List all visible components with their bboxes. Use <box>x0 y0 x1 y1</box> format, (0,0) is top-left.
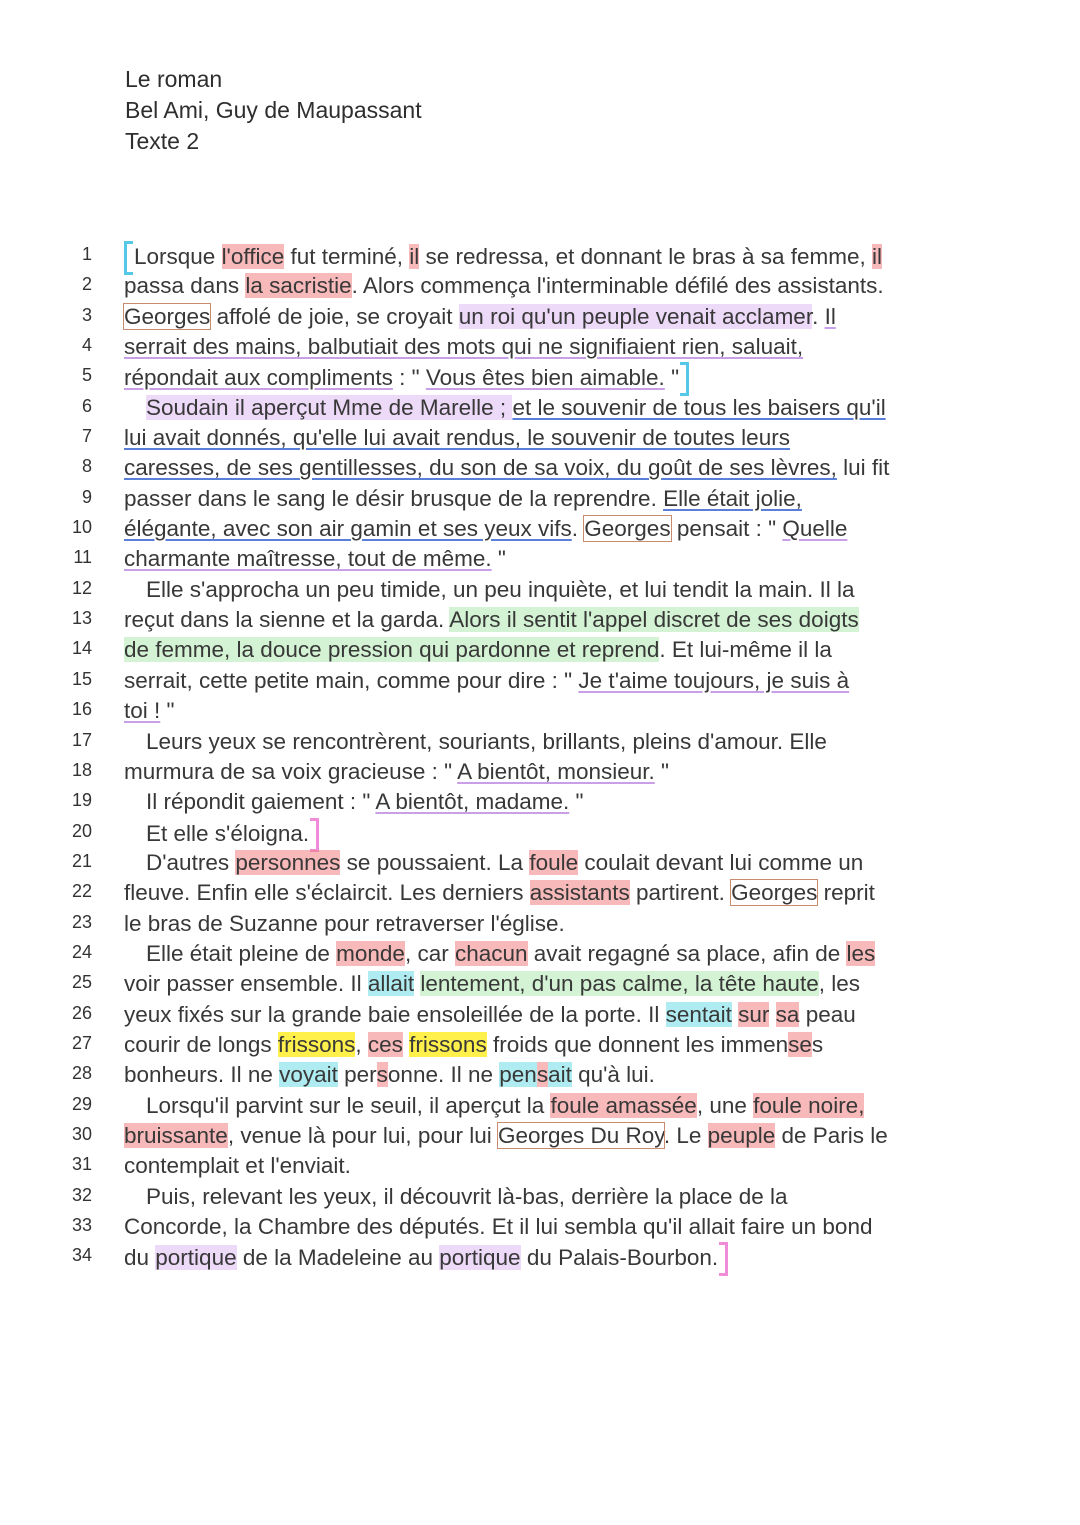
line-text <box>124 271 884 301</box>
text-segment: Lorsque <box>134 243 222 269</box>
boxed-name: Georges <box>584 516 671 542</box>
highlight-red: peuple <box>707 1122 776 1148</box>
line-text <box>124 1060 655 1090</box>
text-segment: yeux fixés sur la grande baie ensoleillée de la porte. Il <box>124 1001 666 1027</box>
line-text <box>124 1121 888 1151</box>
text-segment: Et elle s'éloigna. <box>146 820 310 846</box>
line-number: 3 <box>81 304 92 325</box>
highlight-purple: portique <box>439 1245 521 1271</box>
text-segment: avait regagné sa place, afin de <box>527 940 847 966</box>
text-line <box>0 393 1080 423</box>
text-segment: se redressa, et donnant le bras à sa femme, <box>419 243 873 269</box>
line-text <box>124 1030 823 1060</box>
line-text <box>124 909 565 939</box>
line-number: 19 <box>71 790 92 811</box>
highlight-red: bruissante <box>124 1122 228 1148</box>
text-segment: " <box>491 546 506 572</box>
text-segment: , une <box>696 1092 754 1118</box>
underlined-text: élégante, avec son air gamin et ses yeux vifs <box>124 516 572 542</box>
underlined-text: A bientôt, madame. <box>375 789 570 815</box>
highlight-purple: Soudain il aperçut Mme de Marelle ; <box>146 394 513 420</box>
boxed-name: Georges Du Roy <box>497 1122 664 1148</box>
highlight-purple: portique <box>155 1245 237 1271</box>
underlined-text: Elle était jolie, <box>663 485 802 511</box>
text-segment: , car <box>404 940 455 966</box>
underlined-text: et le souvenir de tous les baisers qu'il <box>512 394 886 420</box>
line-number: 4 <box>81 335 92 356</box>
highlight-red: chacun <box>454 940 528 966</box>
line-text <box>124 818 319 852</box>
underlined-text: serrait des mains, balbutiait des mots qui ne signifiaient rien, saluait, <box>124 334 804 360</box>
line-number: 33 <box>71 1215 92 1235</box>
text-line <box>0 1242 1080 1272</box>
boxed-name: Georges <box>731 880 818 906</box>
underlined-text: Quelle <box>782 516 848 542</box>
highlight-cyan: sentait <box>665 1001 732 1027</box>
text-line <box>0 1121 1080 1151</box>
text-line <box>0 575 1080 605</box>
line-text <box>124 423 790 453</box>
text-segment: per <box>337 1062 377 1088</box>
line-text <box>124 1182 788 1212</box>
text-segment: partirent. <box>629 880 732 906</box>
highlight-red: foule amassée <box>550 1092 697 1118</box>
text-segment: " <box>654 758 670 784</box>
text-segment: du Palais-Bourbon. <box>520 1245 719 1271</box>
highlight-red: ces <box>367 1031 403 1057</box>
highlight-red: il <box>872 243 883 269</box>
line-text <box>124 544 506 574</box>
text-segment: pensait : " <box>670 516 783 542</box>
text-segment: Leurs yeux se rencontrèrent, souriants, brillants, pleins d'amour. Elle <box>146 728 827 754</box>
text-line <box>0 1091 1080 1121</box>
line-number: 29 <box>71 1093 92 1114</box>
highlight-green: de femme, la douce pression qui pardonne et reprend <box>124 637 660 663</box>
line-text <box>124 635 832 665</box>
line-number: 10 <box>71 517 92 538</box>
text-line <box>0 453 1080 483</box>
text-line <box>0 302 1080 332</box>
highlight-red: sa <box>775 1001 800 1027</box>
text-line <box>0 1182 1080 1212</box>
line-text <box>124 878 875 908</box>
text-segment: murmura de sa voix gracieuse : " <box>124 758 458 784</box>
text-segment: Puis, relevant les yeux, il découvrit là-bas, derrière la place de la <box>146 1183 788 1209</box>
text-segment: de Paris le <box>775 1122 888 1148</box>
numbered-text <box>0 241 1080 1273</box>
line-text <box>124 666 849 696</box>
text-line <box>0 362 1080 392</box>
text-segment: qu'à lui. <box>571 1062 655 1088</box>
line-text <box>124 302 836 332</box>
text-segment: le bras de Suzanne pour retraverser l'église. <box>124 910 565 936</box>
line-number: 8 <box>81 456 92 477</box>
line-number: 25 <box>71 972 92 993</box>
highlight-red: l'office <box>221 243 285 269</box>
text-segment: reçut dans la sienne et la garda. <box>124 607 450 633</box>
line-number: 24 <box>71 941 92 962</box>
line-text <box>124 727 827 757</box>
highlight-red: se <box>788 1031 812 1057</box>
highlight-yellow: frissons <box>277 1031 356 1057</box>
line-text <box>124 453 889 483</box>
text-segment: du <box>124 1245 156 1271</box>
line-text <box>124 1242 728 1276</box>
text-line <box>0 635 1080 665</box>
line-number: 13 <box>71 608 92 629</box>
text-segment: " <box>160 698 175 724</box>
highlight-cyan: pen <box>499 1062 537 1088</box>
text-line <box>0 818 1080 848</box>
text-line <box>0 878 1080 908</box>
highlight-yellow: frissons <box>409 1031 487 1057</box>
highlight-red: les <box>846 940 876 966</box>
bracket-close-mark <box>680 362 689 396</box>
highlight-red: monde <box>336 940 405 966</box>
text-line <box>0 848 1080 878</box>
bracket-open-mark <box>124 241 133 275</box>
text-line <box>0 1151 1080 1181</box>
line-text <box>124 1091 864 1121</box>
highlight-red: s <box>536 1062 549 1088</box>
line-number: 16 <box>71 699 92 720</box>
text-segment: reprit <box>817 880 875 906</box>
line-number: 17 <box>71 729 92 750</box>
line-number: 31 <box>71 1154 92 1175</box>
text-segment: fut terminé, <box>284 243 410 269</box>
line-text <box>124 1212 872 1242</box>
bracket-close-mark <box>719 1242 728 1276</box>
text-line <box>0 605 1080 635</box>
text-segment: . <box>812 303 825 329</box>
text-segment: . Alors commença l'interminable défilé des assistants. <box>351 273 884 299</box>
underlined-text: Il <box>824 303 836 329</box>
text-line <box>0 423 1080 453</box>
line-text <box>124 575 855 605</box>
text-line <box>0 1030 1080 1060</box>
header-genre: Le roman <box>125 66 223 92</box>
highlight-green: Alors il sentit l'appel discret de ses doigts <box>449 607 859 633</box>
highlight-cyan: voyait <box>279 1062 338 1088</box>
text-segment: contemplait et l'enviait. <box>124 1153 351 1179</box>
header-text-number: Texte 2 <box>125 128 200 154</box>
text-line <box>0 939 1080 969</box>
text-line <box>0 969 1080 999</box>
line-number: 6 <box>81 395 92 416</box>
text-line <box>0 514 1080 544</box>
text-segment: , <box>355 1031 368 1057</box>
text-line <box>0 696 1080 726</box>
line-number: 20 <box>71 820 92 841</box>
line-number: 22 <box>71 881 92 902</box>
line-number: 34 <box>71 1245 92 1266</box>
text-segment: passer dans le sang le désir brusque de la reprendre. <box>124 485 664 511</box>
text-line <box>0 1212 1080 1242</box>
text-segment: de la Madeleine au <box>236 1245 440 1271</box>
text-line <box>0 727 1080 757</box>
text-segment: D'autres <box>146 849 236 875</box>
text-segment: " <box>569 789 584 815</box>
bracket-close-mark <box>310 818 319 852</box>
header-title-author: Bel Ami, Guy de Maupassant <box>125 97 422 123</box>
line-text <box>124 605 859 635</box>
text-segment: . Le <box>663 1122 708 1148</box>
line-text <box>124 1151 351 1181</box>
text-line <box>0 241 1080 271</box>
line-number: 21 <box>71 850 92 871</box>
line-number: 1 <box>81 244 92 264</box>
highlight-cyan: allait <box>367 971 415 997</box>
text-segment: " <box>664 365 680 391</box>
text-segment: passa dans <box>124 273 246 299</box>
text-segment: courir de longs <box>124 1031 278 1057</box>
highlight-red: il <box>409 243 420 269</box>
text-segment: Lorsqu'il parvint sur le seuil, il aperçut la <box>146 1092 551 1118</box>
highlight-red: personnes <box>235 849 341 875</box>
underlined-text: A bientôt, monsieur. <box>457 758 655 784</box>
highlight-red: la sacristie <box>245 273 352 299</box>
text-segment: s <box>811 1031 824 1057</box>
line-text <box>124 939 875 969</box>
line-text <box>124 362 689 396</box>
text-line <box>0 1000 1080 1030</box>
text-segment: coulait devant lui comme un <box>578 849 864 875</box>
line-number: 32 <box>71 1184 92 1205</box>
line-number: 12 <box>71 577 92 598</box>
line-number: 15 <box>71 668 92 689</box>
highlight-red: sur <box>738 1001 770 1027</box>
underlined-text: Vous êtes bien aimable. <box>425 365 665 391</box>
text-segment <box>769 1002 775 1027</box>
text-segment: voir passer ensemble. Il <box>124 971 368 997</box>
text-segment: . <box>571 516 585 542</box>
text-segment: , les <box>818 971 860 997</box>
text-segment: Elle s'approcha un peu timide, un peu inquiète, et lui tendit la main. Il la <box>146 576 855 602</box>
highlight-cyan: ait <box>548 1062 572 1088</box>
text-line <box>0 666 1080 696</box>
line-text <box>124 484 802 514</box>
text-segment: serrait, cette petite main, comme pour dire : " <box>124 667 579 693</box>
highlight-red: s <box>376 1062 388 1088</box>
text-line <box>0 1060 1080 1090</box>
text-segment: bonheurs. Il ne <box>124 1062 280 1088</box>
highlight-green: lentement, d'un pas calme, la tête haute <box>420 971 819 997</box>
text-segment: se poussaient. La <box>340 849 530 875</box>
line-text <box>124 848 863 878</box>
underlined-text: toi ! <box>124 698 161 724</box>
text-segment: peau <box>799 1001 856 1027</box>
text-segment: fleuve. Enfin elle s'éclaircit. Les derniers <box>124 880 530 906</box>
line-number: 7 <box>81 426 92 447</box>
boxed-name: Georges <box>124 303 211 329</box>
text-segment: affolé de joie, se croyait <box>210 303 459 329</box>
line-number: 30 <box>71 1123 92 1144</box>
document-header <box>125 64 422 157</box>
line-text <box>124 241 882 275</box>
line-text <box>124 787 584 817</box>
text-line <box>0 484 1080 514</box>
line-text <box>124 757 669 787</box>
underlined-text: répondait aux compliments <box>124 365 393 391</box>
highlight-purple: un roi qu'un peuple venait acclamer <box>458 303 813 329</box>
text-line <box>0 544 1080 574</box>
text-line <box>0 332 1080 362</box>
text-segment: , venue là pour lui, pour lui <box>227 1122 498 1148</box>
line-text <box>124 332 803 362</box>
text-line <box>0 271 1080 301</box>
line-number: 26 <box>71 1002 92 1023</box>
line-number: 11 <box>73 547 92 568</box>
text-segment: . Et lui-même il la <box>659 637 832 663</box>
text-segment: : " <box>392 365 426 391</box>
text-line <box>0 787 1080 817</box>
line-number: 9 <box>81 486 92 507</box>
text-segment: froids que donnent les immen <box>486 1031 789 1057</box>
text-segment: Elle était pleine de <box>146 940 337 966</box>
highlight-red: assistants <box>529 880 630 906</box>
text-segment: lui fit <box>836 455 890 481</box>
underlined-text: caresses, de ses gentillesses, du son de sa voix, du goût de ses lèvres, <box>124 455 837 481</box>
line-number: 14 <box>71 638 92 659</box>
text-segment: Il répondit gaiement : " <box>146 789 376 815</box>
line-text <box>124 696 175 726</box>
highlight-red: foule <box>529 849 579 875</box>
text-segment: onne. Il ne <box>387 1062 500 1088</box>
underlined-text: lui avait donnés, qu'elle lui avait rendus, le souvenir de toutes leurs <box>124 425 790 451</box>
line-number: 27 <box>71 1032 92 1053</box>
line-number: 2 <box>81 274 92 295</box>
text-line <box>0 909 1080 939</box>
text-line <box>0 757 1080 787</box>
line-number: 28 <box>71 1063 92 1084</box>
line-text <box>124 1000 856 1030</box>
line-text <box>124 514 847 544</box>
text-segment: Concorde, la Chambre des députés. Et il lui sembla qu'il allait faire un bond <box>124 1214 873 1239</box>
underlined-text: charmante maîtresse, tout de même. <box>124 546 492 572</box>
underlined-text: Je t'aime toujours, je suis à <box>578 667 850 693</box>
line-number: 5 <box>81 365 92 386</box>
line-text <box>124 969 860 999</box>
highlight-red: foule noire, <box>753 1092 865 1118</box>
line-text <box>124 393 886 423</box>
line-number: 23 <box>71 911 92 932</box>
line-number: 18 <box>71 759 92 780</box>
